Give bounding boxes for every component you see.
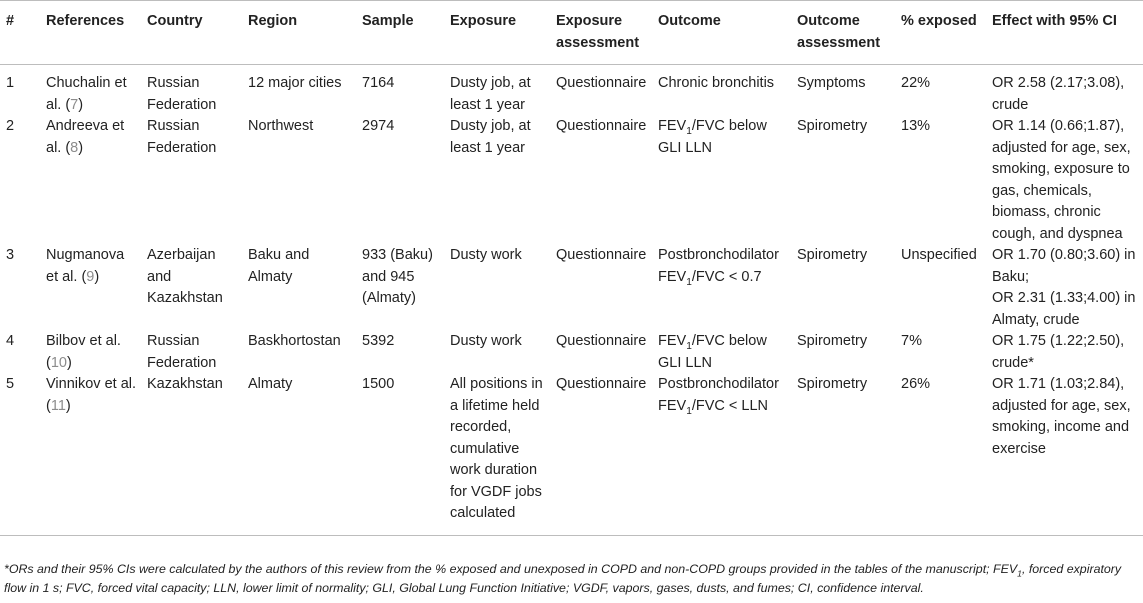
cell-outcome (652, 374, 791, 535)
cell-exposure-assessment: Questionnaire (550, 374, 652, 535)
cell-outcome-assessment: Spirometry (797, 333, 868, 349)
cell-effect: OR 1.75 (1.22;2.50), crude* (992, 333, 1125, 371)
cell-country: Azerbaijan and Kazakhstan (147, 247, 223, 306)
reference-text: Vinnikov et al. ( (46, 376, 137, 414)
outcome-text: Postbronchodilator FEV (658, 247, 779, 285)
reference-close: ) (66, 354, 72, 371)
cell-pct-exposed: 26% (895, 374, 986, 535)
outcome-subscript: 1 (686, 405, 692, 417)
reference-link[interactable]: 11 (50, 397, 66, 414)
cell-num: 1 (6, 75, 15, 91)
cell-pct-exposed: 22% (901, 75, 931, 91)
cell-sample: 7164 (362, 75, 395, 91)
cell-outcome-assessment: Spirometry (797, 247, 868, 263)
cell-outcome (652, 331, 791, 374)
table-row (0, 245, 1143, 331)
cell-country: Russian Federation (147, 118, 217, 156)
reference-close: ) (65, 397, 71, 414)
reference-close: ) (78, 139, 84, 156)
outcome-text: FEV (658, 333, 687, 349)
cell-reference (40, 65, 141, 117)
header-exposure-assessment: Exposure assessment (550, 1, 652, 65)
cell-exposure: Dusty work (450, 333, 522, 349)
outcome-text: FEV (658, 118, 687, 134)
cell-region: Baku and Almaty (248, 247, 310, 285)
cell-exposure-assessment: Questionnaire (556, 75, 647, 91)
table-footnote (4, 560, 1134, 598)
header-exposure: Exposure (444, 1, 550, 65)
header-outcome-assessment: Outcome assessment (791, 1, 895, 65)
table-row (0, 374, 1143, 535)
reference-link[interactable]: 9 (86, 268, 95, 285)
cell-num: 2 (6, 118, 15, 134)
cell-sample: 2974 (362, 118, 395, 134)
header-country: Country (141, 1, 242, 65)
reference-link[interactable]: 8 (70, 139, 79, 156)
cell-sample: 1500 (356, 374, 444, 535)
cell-num: 5 (0, 374, 40, 535)
outcome-text: /FVC < 0.7 (691, 268, 762, 285)
table-row (0, 65, 1143, 117)
cell-country: Russian Federation (147, 333, 217, 371)
footnote-text: , forced expiratory flow in 1 s; FVC, forced vital capacity; LLN, lower limit of normality; GLI, Global Lung Function Initiative; VGDF, vapors, gases, dusts, and fumes; CI, confidence interval. (4, 562, 1122, 595)
cell-country: Kazakhstan (141, 374, 242, 535)
reference-text: Andreeva et al. ( (46, 118, 125, 156)
reference-text: Nugmanova et al. ( (46, 247, 125, 285)
cell-region: Almaty (242, 374, 356, 535)
outcome-subscript: 1 (686, 276, 692, 288)
cell-num: 3 (6, 247, 15, 263)
cell-exposure-assessment: Questionnaire (556, 333, 647, 349)
cell-outcome (652, 245, 791, 331)
outcome-text: /FVC below GLI LLN (658, 118, 767, 156)
reference-link[interactable]: 7 (70, 96, 79, 113)
outcome-subscript: 1 (686, 340, 692, 352)
cell-exposure-assessment: Questionnaire (556, 118, 647, 134)
outcome-subscript: 1 (686, 125, 692, 137)
header-effect: Effect with 95% CI (986, 1, 1143, 65)
cell-outcome-assessment: Spirometry (791, 374, 895, 535)
cell-outcome (652, 116, 791, 245)
cell-reference (40, 374, 141, 535)
effect-line: OR 1.70 (0.80;3.60) in Baku; (992, 247, 1136, 285)
reference-close: ) (94, 268, 100, 285)
cell-reference (40, 331, 141, 374)
cell-region: Northwest (248, 118, 314, 134)
cell-effect: OR 1.14 (0.66;1.87), adjusted for age, sex, smoking, exposure to gas, chemicals, biomass, chronic cough, and dyspnea (992, 118, 1131, 242)
cell-exposure: Dusty work (450, 247, 522, 263)
cell-country: Russian Federation (147, 75, 217, 113)
cell-reference (40, 245, 141, 331)
reference-text: Bilbov et al. ( (46, 333, 121, 371)
reference-link[interactable]: 10 (50, 354, 67, 371)
cell-exposure-assessment: Questionnaire (556, 247, 647, 263)
outcome-text: Postbronchodilator FEV (658, 376, 779, 414)
cell-pct-exposed: Unspecified (901, 247, 977, 263)
table-row (0, 331, 1143, 374)
table-row (0, 116, 1143, 245)
cell-pct-exposed: 7% (901, 333, 922, 349)
cell-sample: 5392 (362, 333, 395, 349)
cell-exposure: Dusty job, at least 1 year (450, 118, 531, 156)
cell-region: Baskhortostan (248, 333, 341, 349)
reference-text: Chuchalin et al. ( (46, 75, 127, 113)
footnote-subscript: 1 (1017, 568, 1022, 579)
cell-reference (40, 116, 141, 245)
cell-exposure: Dusty job, at least 1 year (450, 75, 531, 113)
cell-num: 4 (6, 333, 15, 349)
header-references: References (40, 1, 141, 65)
header-region: Region (242, 1, 356, 65)
header-row (0, 1, 1143, 65)
cell-outcome-assessment: Spirometry (797, 118, 868, 134)
cell-sample: 933 (Baku) and 945 (Almaty) (362, 247, 433, 306)
outcome-text: /FVC below GLI LLN (658, 333, 767, 371)
header-outcome: Outcome (652, 1, 791, 65)
header-num: # (0, 1, 40, 65)
cell-outcome: Chronic bronchitis (658, 75, 775, 91)
footnote-text: *ORs and their 95% CIs were calculated by the authors of this review from the % exposed and unexposed in COPD and non-COPD groups provided in the tables of the manuscript; FEV (4, 562, 1018, 576)
reference-close: ) (78, 96, 84, 113)
cell-pct-exposed: 13% (901, 118, 931, 134)
cell-effect: OR 2.58 (2.17;3.08), crude (992, 75, 1125, 113)
cell-effect: OR 1.71 (1.03;2.84), adjusted for age, sex, smoking, income and exercise (986, 374, 1143, 535)
header-pct-exposed: % exposed (895, 1, 986, 65)
cell-region: 12 major cities (248, 75, 342, 91)
outcome-text: /FVC < LLN (691, 397, 768, 414)
effect-line: OR 2.31 (1.33;4.00) in Almaty, crude (992, 290, 1136, 328)
cell-effect (986, 245, 1143, 331)
header-sample: Sample (356, 1, 444, 65)
cell-exposure: All positions in a lifetime held recorded, cumulative work duration for VGDF jobs calculated (444, 374, 550, 535)
cell-outcome-assessment: Symptoms (797, 75, 866, 91)
